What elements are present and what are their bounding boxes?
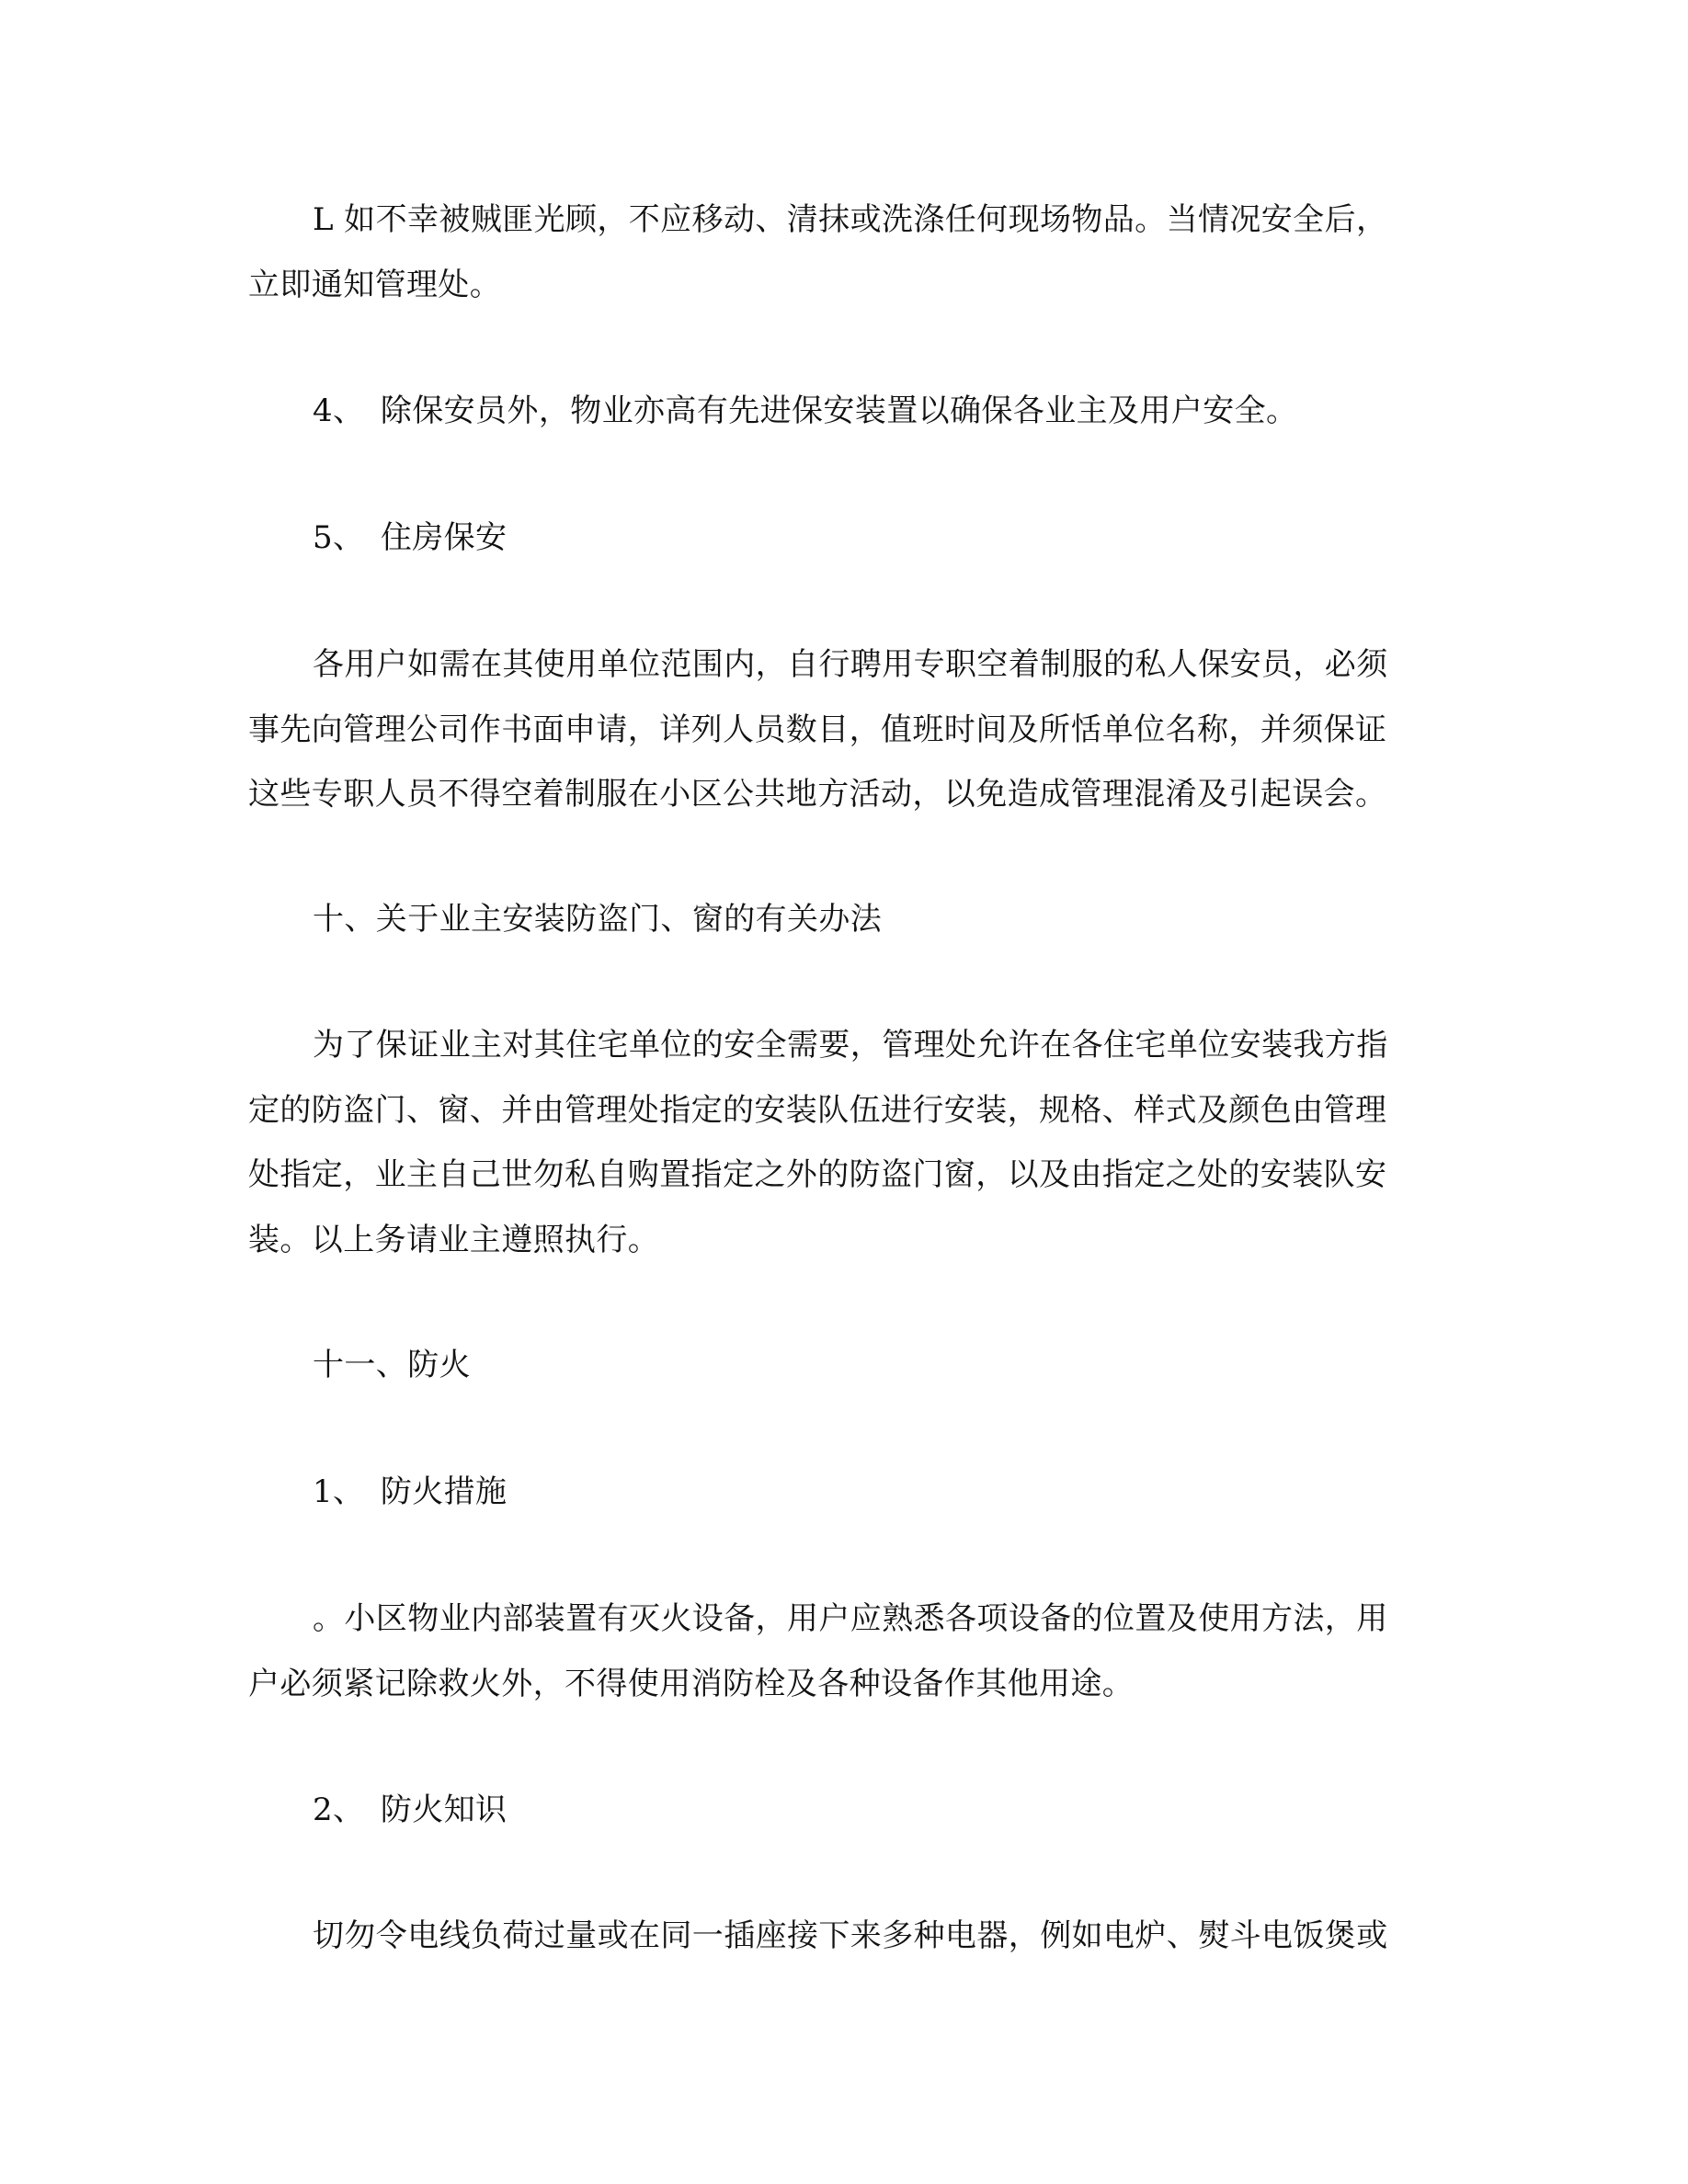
paragraph-line: L 如不幸被贼匪光顾，不应移动、清抹或洗涤任何现场物品。当情况安全后，	[313, 201, 1388, 238]
paragraph-line: 。小区物业内部装置有灭火设备，用户应熟悉各项设备的位置及使用方法，用	[313, 1600, 1388, 1637]
paragraph-line: 这些专职人员不得空着制服在小区公共地方活动，以免造成管理混淆及引起误会。	[248, 776, 1387, 813]
list-item-5-heading: 5、 住房保安	[313, 519, 508, 556]
paragraph-line: 为了保证业主对其住宅单位的安全需要，管理处允许在各住宅单位安装我方指	[313, 1027, 1388, 1064]
paragraph-line: 切勿令电线负荷过量或在同一插座接下来多种电器，例如电炉、熨斗电饭煲或	[313, 1917, 1388, 1954]
paragraph-line: 立即通知管理处。	[248, 267, 502, 303]
paragraph-line: 定的防盗门、窗、并由管理处指定的安装队伍进行安装，规格、样式及颜色由管理	[248, 1092, 1387, 1129]
paragraph-line: 各用户如需在其使用单位范围内，自行聘用专职空着制服的私人保安员，必须	[313, 646, 1388, 683]
paragraph-line: 事先向管理公司作书面申请，详列人员数目，值班时间及所恬单位名称，并须保证	[248, 711, 1387, 748]
paragraph-line: 户必须紧记除救火外，不得使用消防栓及各种设备作其他用途。	[248, 1666, 1135, 1702]
subheading-2: 2、 防火知识	[313, 1792, 508, 1828]
paragraph-line: 处指定，业主自己世勿私自购置指定之外的防盗门窗，以及由指定之处的安装队安	[248, 1156, 1387, 1193]
subheading-1: 1、 防火措施	[313, 1473, 508, 1510]
paragraph-line: 装。以上务请业主遵照执行。	[248, 1222, 660, 1258]
list-item-4: 4、 除保安员外，物业亦高有先进保安装置以确保各业主及用户安全。	[313, 392, 1298, 429]
section-heading-10: 十、关于业主安装防盗门、窗的有关办法	[313, 901, 883, 938]
section-heading-11: 十一、防火	[313, 1347, 471, 1383]
